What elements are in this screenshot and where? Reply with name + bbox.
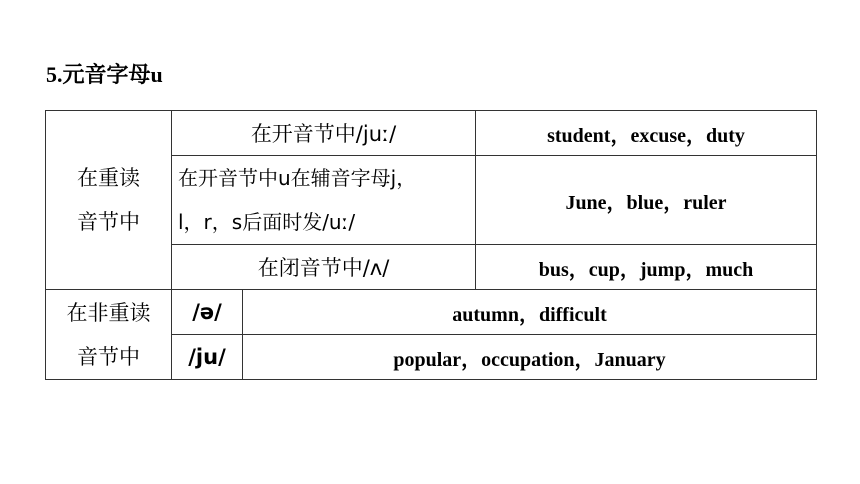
phonetic-schwa: /ə/ (172, 290, 243, 335)
table-row (46, 290, 817, 335)
examples-cell: autumn，difficult (243, 290, 817, 335)
examples-cell: student，excuse，duty (476, 111, 817, 156)
unstressed-syllable-label: 在非重读 音节中 (46, 290, 172, 380)
phonetic-ju: /ju/ (172, 335, 243, 380)
condition-closed-syllable: 在闭音节中/ʌ/ (172, 245, 476, 290)
section-heading: 5.元音字母u (46, 62, 163, 87)
examples-cell: popular，occupation，January (243, 335, 817, 380)
condition-after-consonants: 在开音节中u在辅音字母j， l，r，s后面时发/uː/ (172, 156, 476, 245)
examples-cell: June，blue，ruler (476, 156, 817, 245)
vowel-u-rules-table (45, 110, 817, 380)
stressed-syllable-label: 在重读 音节中 (46, 111, 172, 290)
table-row (46, 111, 817, 156)
condition-open-syllable: 在开音节中/juː/ (172, 111, 476, 156)
examples-cell: bus，cup，jump，much (476, 245, 817, 290)
